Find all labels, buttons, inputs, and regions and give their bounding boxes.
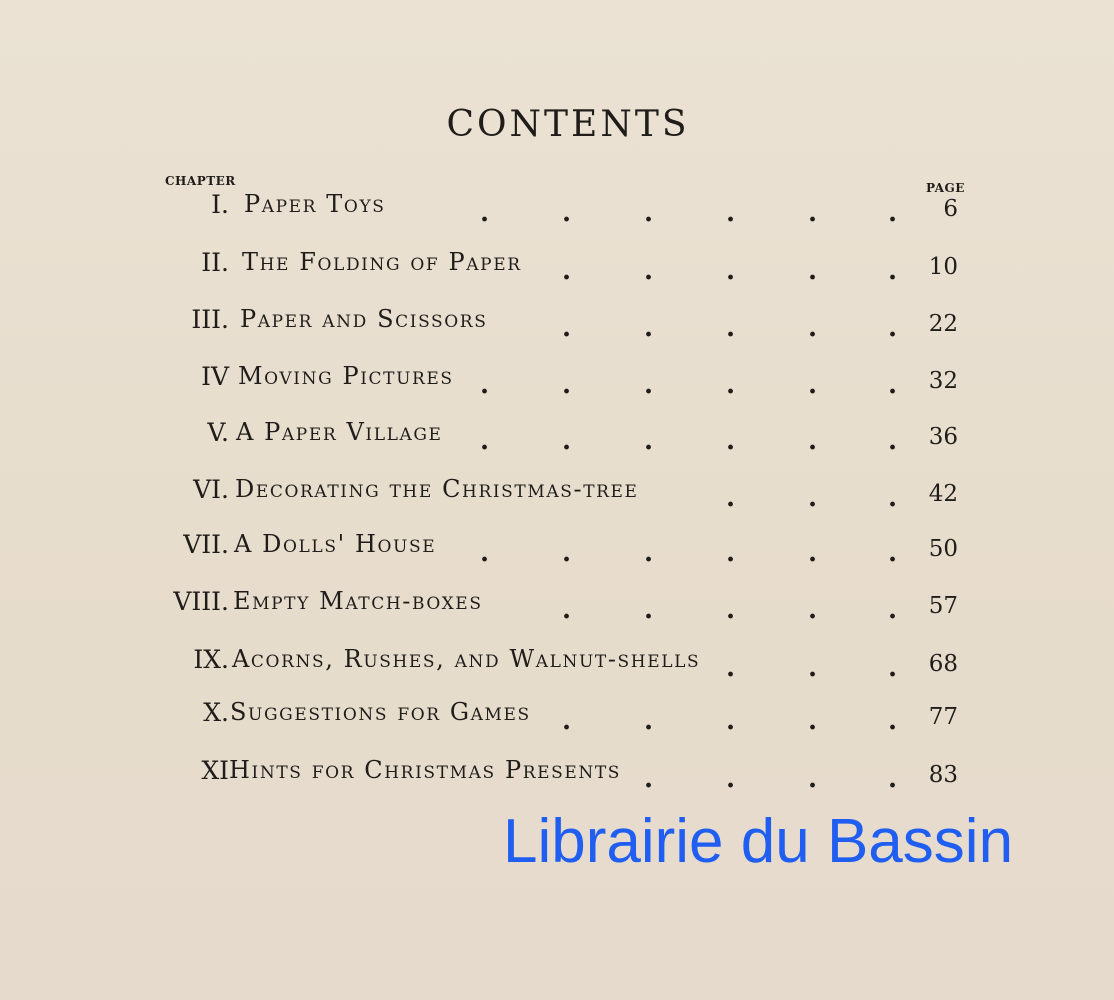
dot-leader: . <box>808 256 818 286</box>
toc-entry <box>0 248 1114 288</box>
chapter-title: Hints for Christmas Presents <box>229 756 622 784</box>
dot-leader: . <box>808 370 818 400</box>
toc-entry <box>0 418 1114 458</box>
toc-entry <box>0 362 1114 402</box>
dot-leader: . <box>808 706 818 736</box>
page-number: 83 <box>928 762 958 788</box>
dot-leader: . <box>562 538 572 568</box>
dot-leader: . <box>726 483 736 513</box>
dot-leader: . <box>888 538 898 568</box>
dot-leader: . <box>562 426 572 456</box>
dot-leader: . <box>562 370 572 400</box>
toc-entry <box>0 475 1114 515</box>
chapter-title: Empty Match-boxes <box>233 587 483 615</box>
page-number: 50 <box>928 536 958 562</box>
dot-leader: . <box>888 483 898 513</box>
dot-leader: . <box>480 370 490 400</box>
chapter-title: Acorns, Rushes, and Walnut-shells <box>232 645 701 673</box>
dot-leader: . <box>562 313 572 343</box>
chapter-number: X. <box>203 698 229 727</box>
chapter-number: III. <box>191 305 229 334</box>
toc-entry <box>0 305 1114 345</box>
dot-leader: . <box>644 198 654 228</box>
dot-leader: . <box>808 313 818 343</box>
chapter-number: I. <box>211 190 229 219</box>
dot-leader: . <box>888 653 898 683</box>
bookseller-watermark: Librairie du Bassin <box>503 807 1014 876</box>
dot-leader: . <box>644 538 654 568</box>
toc-entry <box>0 190 1114 230</box>
chapter-number: II. <box>201 248 229 277</box>
chapter-title: Suggestions for Games <box>230 698 531 726</box>
dot-leader: . <box>726 313 736 343</box>
page-number: 22 <box>928 311 958 337</box>
dot-leader: . <box>808 538 818 568</box>
dot-leader: . <box>726 256 736 286</box>
chapter-number: VI. <box>193 475 229 504</box>
toc-entry <box>0 587 1114 627</box>
toc-entry <box>0 645 1114 685</box>
dot-leader: . <box>888 313 898 343</box>
dot-leader: . <box>888 370 898 400</box>
chapter-number: XI <box>201 756 229 785</box>
page-number: 6 <box>943 196 958 222</box>
chapter-title: Paper and Scissors <box>240 305 488 333</box>
page-column-header: PAGE <box>926 181 965 195</box>
dot-leader: . <box>644 256 654 286</box>
contents-title: CONTENTS <box>446 104 690 145</box>
dot-leader: . <box>644 370 654 400</box>
dot-leader: . <box>562 706 572 736</box>
dot-leader: . <box>888 706 898 736</box>
dot-leader: . <box>644 764 654 794</box>
dot-leader: . <box>644 706 654 736</box>
dot-leader: . <box>562 595 572 625</box>
chapter-number: VIII. <box>173 587 229 616</box>
dot-leader: . <box>726 595 736 625</box>
page-number: 36 <box>928 424 958 450</box>
dot-leader: . <box>808 483 818 513</box>
chapter-title: A Paper Village <box>236 418 443 446</box>
page-number: 32 <box>928 368 958 394</box>
dot-leader: . <box>888 426 898 456</box>
toc-entry <box>0 698 1114 738</box>
dot-leader: . <box>644 426 654 456</box>
dot-leader: . <box>888 595 898 625</box>
chapter-number: VII. <box>183 530 229 559</box>
dot-leader: . <box>562 256 572 286</box>
dot-leader: . <box>808 198 818 228</box>
chapter-number: V. <box>207 418 229 447</box>
dot-leader: . <box>726 764 736 794</box>
toc-entry <box>0 756 1114 796</box>
dot-leader: . <box>726 706 736 736</box>
dot-leader: . <box>644 313 654 343</box>
page-number: 68 <box>928 651 958 677</box>
dot-leader: . <box>480 198 490 228</box>
dot-leader: . <box>480 426 490 456</box>
chapter-number: IV <box>201 362 229 391</box>
page-number: 10 <box>928 254 958 280</box>
dot-leader: . <box>726 538 736 568</box>
dot-leader: . <box>562 198 572 228</box>
dot-leader: . <box>726 653 736 683</box>
page-number: 57 <box>928 593 958 619</box>
chapter-title: Paper Toys <box>244 190 386 218</box>
chapter-title: Moving Pictures <box>238 362 454 390</box>
dot-leader: . <box>888 764 898 794</box>
chapter-number: IX. <box>193 645 229 674</box>
dot-leader: . <box>480 538 490 568</box>
dot-leader: . <box>726 198 736 228</box>
dot-leader: . <box>888 256 898 286</box>
dot-leader: . <box>808 595 818 625</box>
chapter-title: Decorating the Christmas-tree <box>235 475 639 503</box>
dot-leader: . <box>888 198 898 228</box>
dot-leader: . <box>644 595 654 625</box>
dot-leader: . <box>726 426 736 456</box>
toc-entry <box>0 530 1114 570</box>
page-number: 77 <box>928 704 958 730</box>
dot-leader: . <box>808 653 818 683</box>
page-number: 42 <box>928 481 958 507</box>
dot-leader: . <box>808 426 818 456</box>
chapter-title: The Folding of Paper <box>242 248 522 276</box>
dot-leader: . <box>808 764 818 794</box>
chapter-column-header: CHAPTER <box>165 174 236 188</box>
dot-leader: . <box>726 370 736 400</box>
chapter-title: A Dolls' House <box>234 530 437 558</box>
